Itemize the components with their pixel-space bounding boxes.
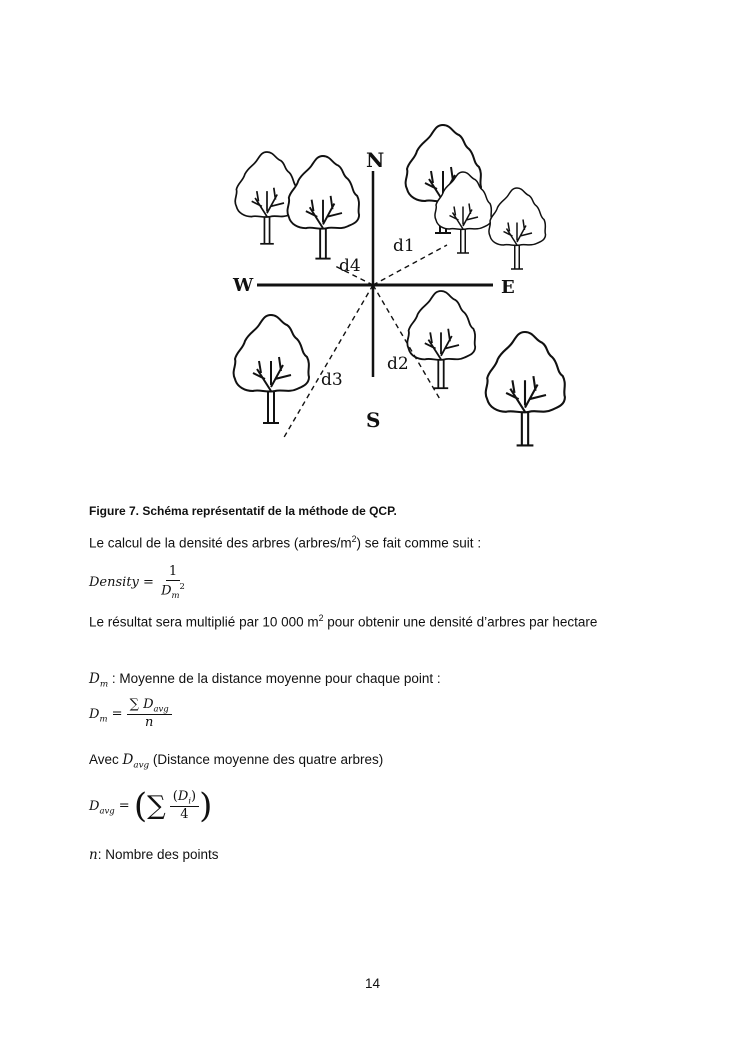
davg-symbol: $D_{avg}$ <box>122 752 150 771</box>
dm-eq: = <box>111 706 123 722</box>
result-text <box>89 613 597 630</box>
tree-icon <box>489 188 546 269</box>
density-formula <box>89 564 188 601</box>
density-intro-after: ) se fait comme suit : <box>356 535 482 551</box>
page-number: 14 <box>364 976 381 991</box>
tree-icon <box>287 156 359 259</box>
right-paren: ) <box>199 786 213 826</box>
density-lhs: Density <box>89 574 139 590</box>
davg-formula <box>89 786 212 826</box>
result-after: pour obtenir une densité d’arbres par hectare <box>323 614 598 630</box>
density-eq: = <box>143 574 154 590</box>
dm-definition-text: : Moyenne de la distance moyenne pour chaque point : <box>108 671 441 686</box>
avec-line <box>89 752 383 771</box>
dm-denominator: n <box>144 715 154 731</box>
davg-denominator: 4 <box>180 806 189 822</box>
d4-label: d4 <box>339 256 361 276</box>
d3-label: d3 <box>321 370 343 390</box>
tree-icon <box>234 315 309 423</box>
density-intro-before: Le calcul de la densité des arbres (arbres/m <box>89 535 352 551</box>
n-definition-text: : Nombre des points <box>97 847 219 862</box>
dm-fraction <box>127 697 172 731</box>
west-label: W <box>233 275 254 296</box>
d2-label: d2 <box>387 354 409 374</box>
result-sup: 2 <box>318 613 324 623</box>
dm-definition <box>89 671 441 690</box>
dm-lhs: $D_m$ <box>89 706 108 724</box>
avec-text: (Distance moyenne des quatre arbres) <box>149 752 384 767</box>
left-paren: ( <box>133 786 148 826</box>
density-fraction <box>158 564 188 601</box>
n-symbol: n <box>89 847 98 863</box>
avec-prefix: Avec <box>89 752 123 767</box>
density-intro-text <box>89 534 481 551</box>
east-label: E <box>501 277 515 298</box>
south-label: S <box>366 408 381 432</box>
tree-icon <box>486 332 565 445</box>
north-label: N <box>366 148 385 172</box>
figure-caption: Figure 7. Schéma représentatif de la méthode de QCP. <box>89 504 397 518</box>
dm-numerator: ∑ $D_{avg}$ <box>127 697 172 715</box>
dm-formula <box>89 697 172 731</box>
qcp-method-illustration <box>195 85 575 485</box>
davg-eq: = <box>118 798 130 814</box>
davg-fraction <box>170 789 199 823</box>
tree-icon <box>407 291 475 388</box>
davg-lhs: $D_{avg}$ <box>89 798 115 816</box>
density-numerator: 1 <box>166 564 180 581</box>
density-denominator: $D_m^2$ <box>161 581 185 601</box>
d1-label: d1 <box>393 236 415 256</box>
dm-symbol: $D_m$ <box>89 671 109 690</box>
density-intro-sup: 2 <box>351 534 357 544</box>
result-before: Le résultat sera multiplié par 10 000 m <box>89 614 319 630</box>
davg-sigma: ∑ <box>147 791 166 821</box>
davg-numerator: $(D_i)$ <box>170 789 199 807</box>
n-definition <box>89 847 219 863</box>
